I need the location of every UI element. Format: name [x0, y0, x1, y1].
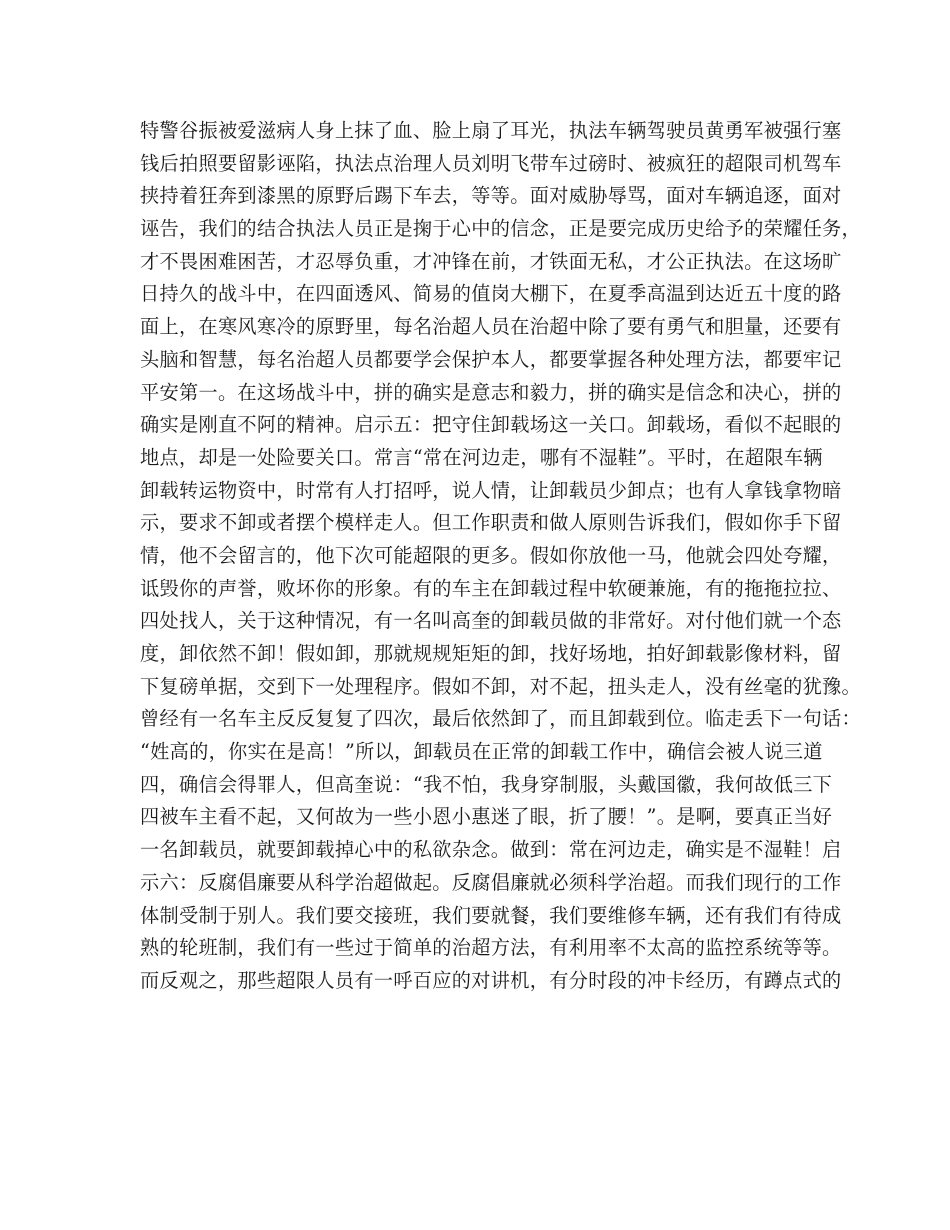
text-line: “姓高的，你实在是高！”所以，卸载员在正常的卸载工作中，确信会被人说三道: [140, 740, 823, 764]
text-line: 情，他不会留言的，他下次可能超限的更多。假如你放他一马，他就会四处夸耀，: [140, 543, 842, 567]
text-line: 才不畏困难困苦，才忍辱负重，才冲锋在前，才铁面无私，才公正执法。在这场旷: [140, 249, 842, 273]
text-line: 度，卸依然不卸！假如卸，那就规规矩矩的卸，找好场地，拍好卸载影像材料，留: [140, 642, 842, 665]
text-line: 四处找人，关于这种情况，有一名叫高奎的卸载员做的非常好。对付他们就一个态: [140, 609, 842, 633]
text-line: 下复磅单据，交到下一处理程序。假如不卸，对不起，扭头走人，没有丝毫的犹豫。: [140, 674, 862, 698]
text-line: 钱后拍照要留影诬陷，执法点治理人员刘明飞带车过磅时、被疯狂的超限司机驾车: [140, 151, 842, 175]
text-line: 而反观之，那些超限人员有一呼百应的对讲机，有分时段的冲卡经历，有蹲点式的: [140, 968, 842, 992]
text-line: 特警谷振被爱滋病人身上抹了血、脸上扇了耳光，执法车辆驾驶员黄勇军被强行塞: [140, 119, 842, 142]
text-line: 卸载转运物资中，时常有人打招呼，说人情，让卸载员少卸点；也有人拿钱拿物暗: [140, 478, 842, 502]
text-line: 头脑和智慧，每名治超人员都要学会保护本人，都要掌握各种处理方法，都要牢记: [140, 347, 842, 371]
text-line: 一名卸载员，就要卸载掉心中的私欲杂念。做到：常在河边走，确实是不湿鞋！启: [140, 838, 842, 862]
text-line: 示，要求不卸或者摆个模样走人。但工作职责和做人原则告诉我们，假如你手下留: [140, 511, 842, 535]
text-line: 地点，却是一处险要关口。常言“常在河边走，哪有不湿鞋”。平时，在超限车辆: [140, 445, 823, 469]
text-line: 熟的轮班制，我们有一些过于简单的治超方法，有利用率不太高的监控系统等等。: [140, 936, 842, 960]
text-line: 曾经有一名车主反反复复了四次，最后依然卸了，而且卸载到位。临走丢下一句话：: [140, 707, 862, 731]
text-line: 四被车主看不起，又何故为一些小恩小惠迷了眼，折了腰！”。是啊，要真正当好: [140, 805, 833, 829]
text-line: 诋毁你的声誉，败坏你的形象。有的车主在卸载过程中软硬兼施，有的拖拖拉拉、: [140, 576, 842, 600]
text-line: 四，确信会得罪人，但高奎说：“我不怕，我身穿制服，头戴国徽，我何故低三下: [140, 772, 833, 796]
body-text: [140, 115, 862, 998]
text-line: 日持久的战斗中，在四面透风、简易的值岗大棚下，在夏季高温到达近五十度的路: [140, 282, 842, 306]
text-line: 面上，在寒风寒冷的原野里，每名治超人员在治超中除了要有勇气和胆量，还要有: [140, 315, 842, 339]
text-line: 平安第一。在这场战斗中，拼的确实是意志和毅力，拼的确实是信念和决心，拼的: [140, 380, 842, 404]
text-line: 诬告，我们的结合执法人员正是掬于心中的信念，正是要完成历史给予的荣耀任务，: [140, 217, 862, 241]
text-line: 示六：反腐倡廉要从科学治超做起。反腐倡廉就必须科学治超。而我们现行的工作: [140, 870, 842, 894]
text-line: 确实是刚直不阿的精神。启示五：把守住卸载场这一关口。卸载场，看似不起眼的: [140, 413, 842, 437]
text-line: 体制受制于别人。我们要交接班，我们要就餐，我们要维修车辆，还有我们有待成: [140, 903, 842, 927]
text-line: 挟持着狂奔到漆黑的原野后踢下车去，等等。面对威胁辱骂，面对车辆追逐，面对: [140, 184, 842, 208]
